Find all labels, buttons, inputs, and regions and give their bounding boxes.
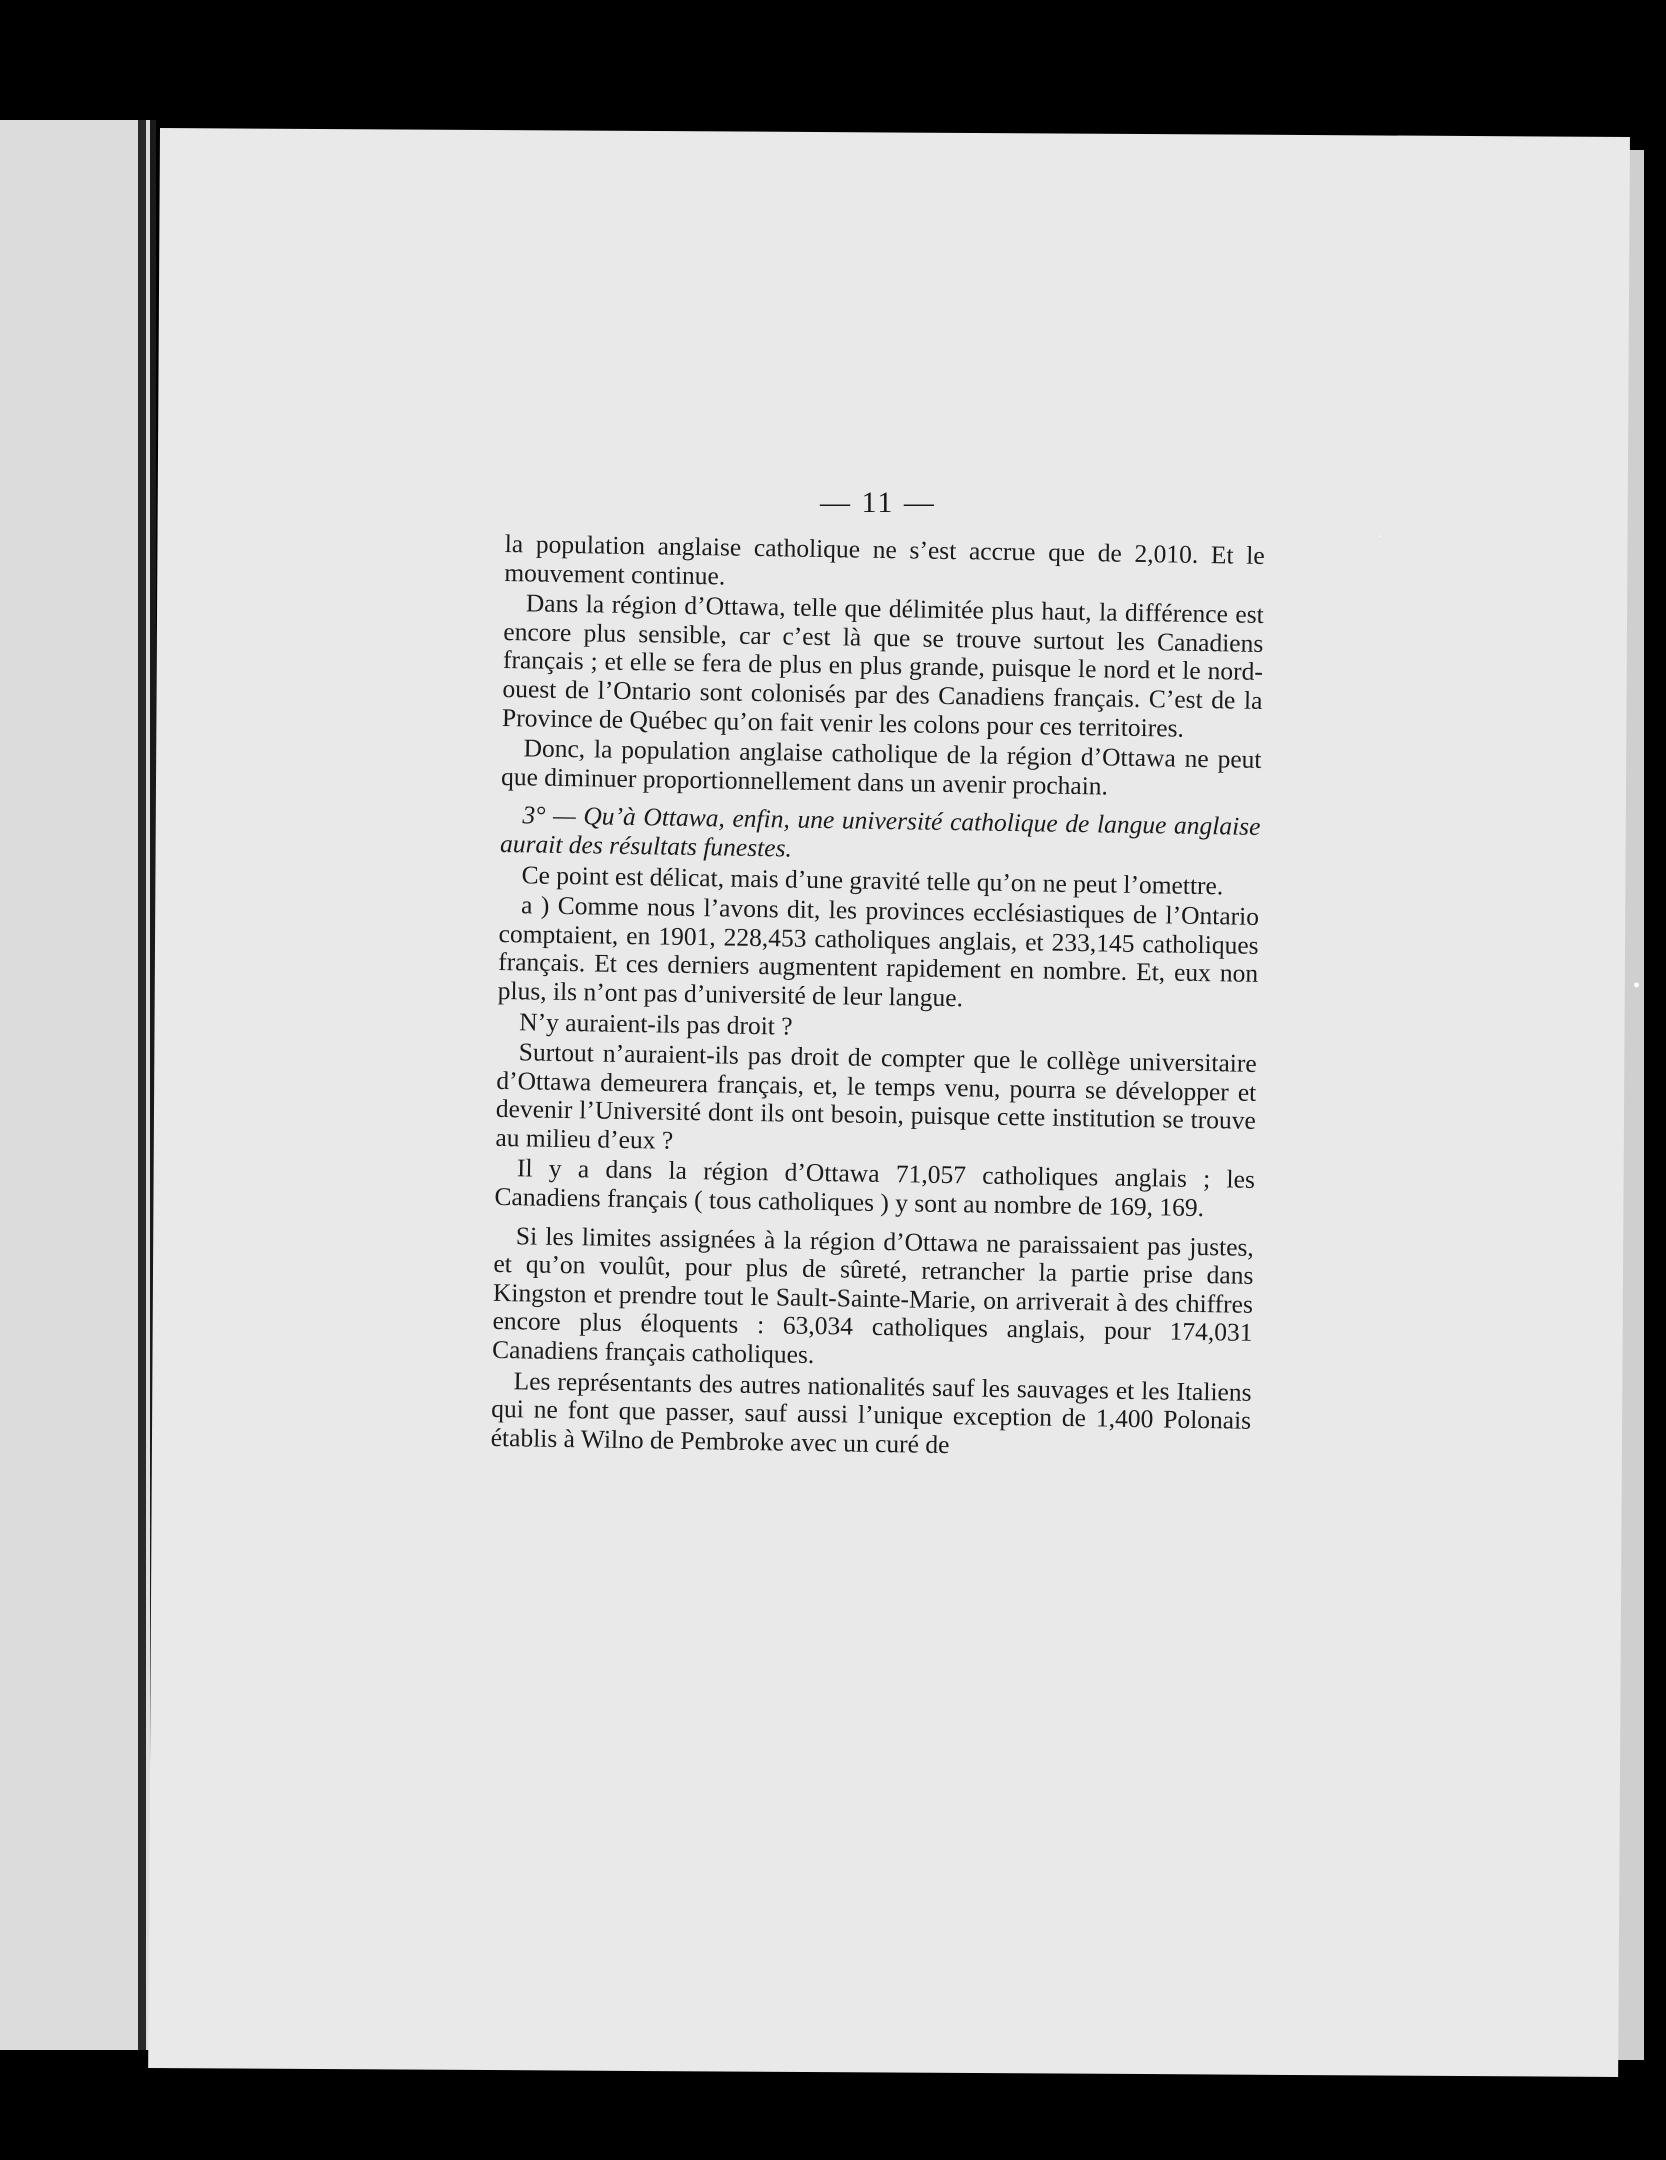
paragraph: N’y auraient-ils pas droit ? [519, 1006, 793, 1041]
paragraph: Dans la région d’Ottawa, telle que délimitée plus haut, la différence est encore plus sensible, car c’est là que se trouve surtout les Canadiens français ; et elle se fera de plus en plus grande, puisque le nord et le nord-ouest de l’Ontario sont colonisés par des Canadiens français. C’est de la Province de Québec qu’on fait venir les colons pour ces territoires. [501, 588, 1264, 743]
book-gutter [138, 120, 146, 2050]
paragraph: Surtout n’auraient-ils pas droit de compter que le collège universitaire d’Ottawa demeurera français, et, le temps venu, pourra se développer et devenir l’Université dont ils ont besoin, puisque cette institution se trouve au milieu d’eux ? [495, 1037, 1257, 1155]
previous-page-edge [0, 120, 156, 2050]
section-heading: 3° — Qu’à Ottawa, enfin, une université catholique de langue anglaise aurait des résultats funestes. [499, 800, 1261, 863]
paragraph: Les représentants des autres nationalités sauf les sauvages et les Italiens qui ne font que passer, sauf aussi l’unique exception de 1,400 Polonais établis à Wilno de Pembroke avec un curé de [490, 1365, 1252, 1459]
body-text [490, 530, 1264, 1466]
paragraph: a ) Comme nous l’avons dit, les provinces ecclésiastiques de l’Ontario comptaient, en 1901, 228,453 catholiques anglais, et 233,145 catholiques français. Et ces derniers augmentent rapidement en nombre. Et, eux non plus, ils n’ont pas d’université de leur langue. [497, 890, 1260, 1013]
paragraph: Si les limites assignées à la région d’Ottawa ne paraissaient pas justes, et qu’on voulût, pour plus de sûreté, retrancher la partie prise dans Kingston et prendre tout le Sault-Sainte-Marie, on arriverait à des chiffres encore plus éloquents : 63,034 catholiques anglais, pour 174,031 Canadiens français catholiques. [491, 1220, 1255, 1369]
paragraph: Il y a dans la région d’Ottawa 71,057 catholiques anglais ; les Canadiens français ( tous catholiques ) y sont au nombre de 169, 169. [494, 1153, 1256, 1223]
page-number-header: — 11 — [820, 486, 936, 519]
paragraph: la population anglaise catholique ne s’est accrue que de 2,010. Et le mouvement continue. [504, 529, 1265, 591]
scan-speck: · [1378, 530, 1383, 545]
scan-speck: • [1633, 975, 1641, 997]
paragraph: Donc, la population anglaise catholique de la région d’Ottawa ne peut que diminuer proportionnellement dans un avenir prochain. [500, 733, 1262, 801]
paragraph: Ce point est délicat, mais d’une gravité telle qu’on ne peut l’omettre. [521, 859, 1224, 900]
